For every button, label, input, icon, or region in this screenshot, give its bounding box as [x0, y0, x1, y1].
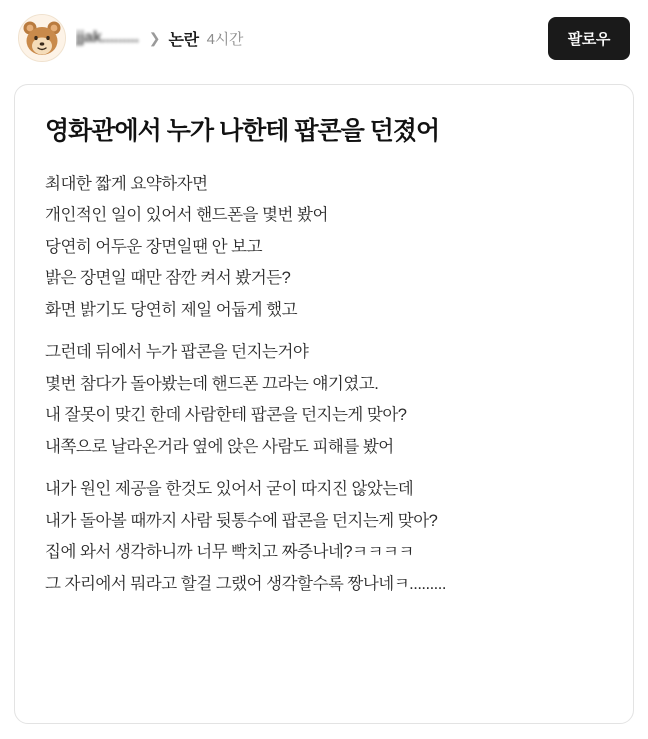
avatar[interactable] — [18, 14, 66, 62]
post-line: 내가 돌아볼 때까지 사람 뒷통수에 팝콘을 던지는게 맞아? — [45, 511, 438, 530]
username[interactable]: jjak......... — [76, 29, 139, 46]
post-header — [0, 0, 648, 72]
bear-avatar-icon — [19, 15, 65, 61]
post-line: 당연히 어두운 장면일땐 안 보고 — [45, 237, 263, 256]
post-line: 내 잘못이 맞긴 한데 사람한테 팝콘을 던지는게 맞아? — [45, 406, 407, 424]
post-line: 내쪽으로 날라온거라 옆에 앉은 사람도 피해를 봤어 — [45, 437, 394, 456]
post-line: 밝은 장면일 때만 잠깐 켜서 봤거든? — [45, 269, 291, 287]
post-line: 내가 원인 제공을 한것도 있어서 굳이 따지진 않았는데 — [45, 480, 414, 498]
post-line: 최대한 짧게 요약하자면 — [45, 174, 208, 193]
post-line: 그 자리에서 뭐라고 할걸 그랬어 생각할수록 짱나네ㅋ......... — [45, 574, 446, 593]
post-paragraph — [45, 481, 603, 592]
page-title: 영화관에서 누가 나한테 팝콘을 던졌어 — [45, 117, 440, 145]
follow-button[interactable]: 팔로우 — [548, 17, 630, 60]
post-paragraph — [45, 176, 603, 319]
timestamp: 4시간 — [206, 30, 244, 48]
chevron-right-icon: ❯ — [148, 30, 161, 46]
post-card — [14, 84, 634, 724]
post-line: 개인적인 일이 있어서 핸드폰을 몇번 봤어 — [45, 206, 328, 224]
board-name[interactable]: 논란 — [168, 31, 199, 49]
post-body — [45, 176, 603, 593]
post-paragraph — [45, 344, 603, 455]
post-line: 몇번 참다가 돌아봤는데 핸드폰 끄라는 얘기였고. — [45, 374, 379, 393]
post-line: 집에 와서 생각하니까 너무 빡치고 짜증나네?ㅋㅋㅋㅋ — [45, 543, 414, 561]
post-line: 화면 밝기도 당연히 제일 어둡게 했고 — [45, 300, 298, 319]
header-meta — [76, 27, 548, 50]
post-line: 그런데 뒤에서 누가 팝콘을 던지는거야 — [45, 343, 309, 361]
